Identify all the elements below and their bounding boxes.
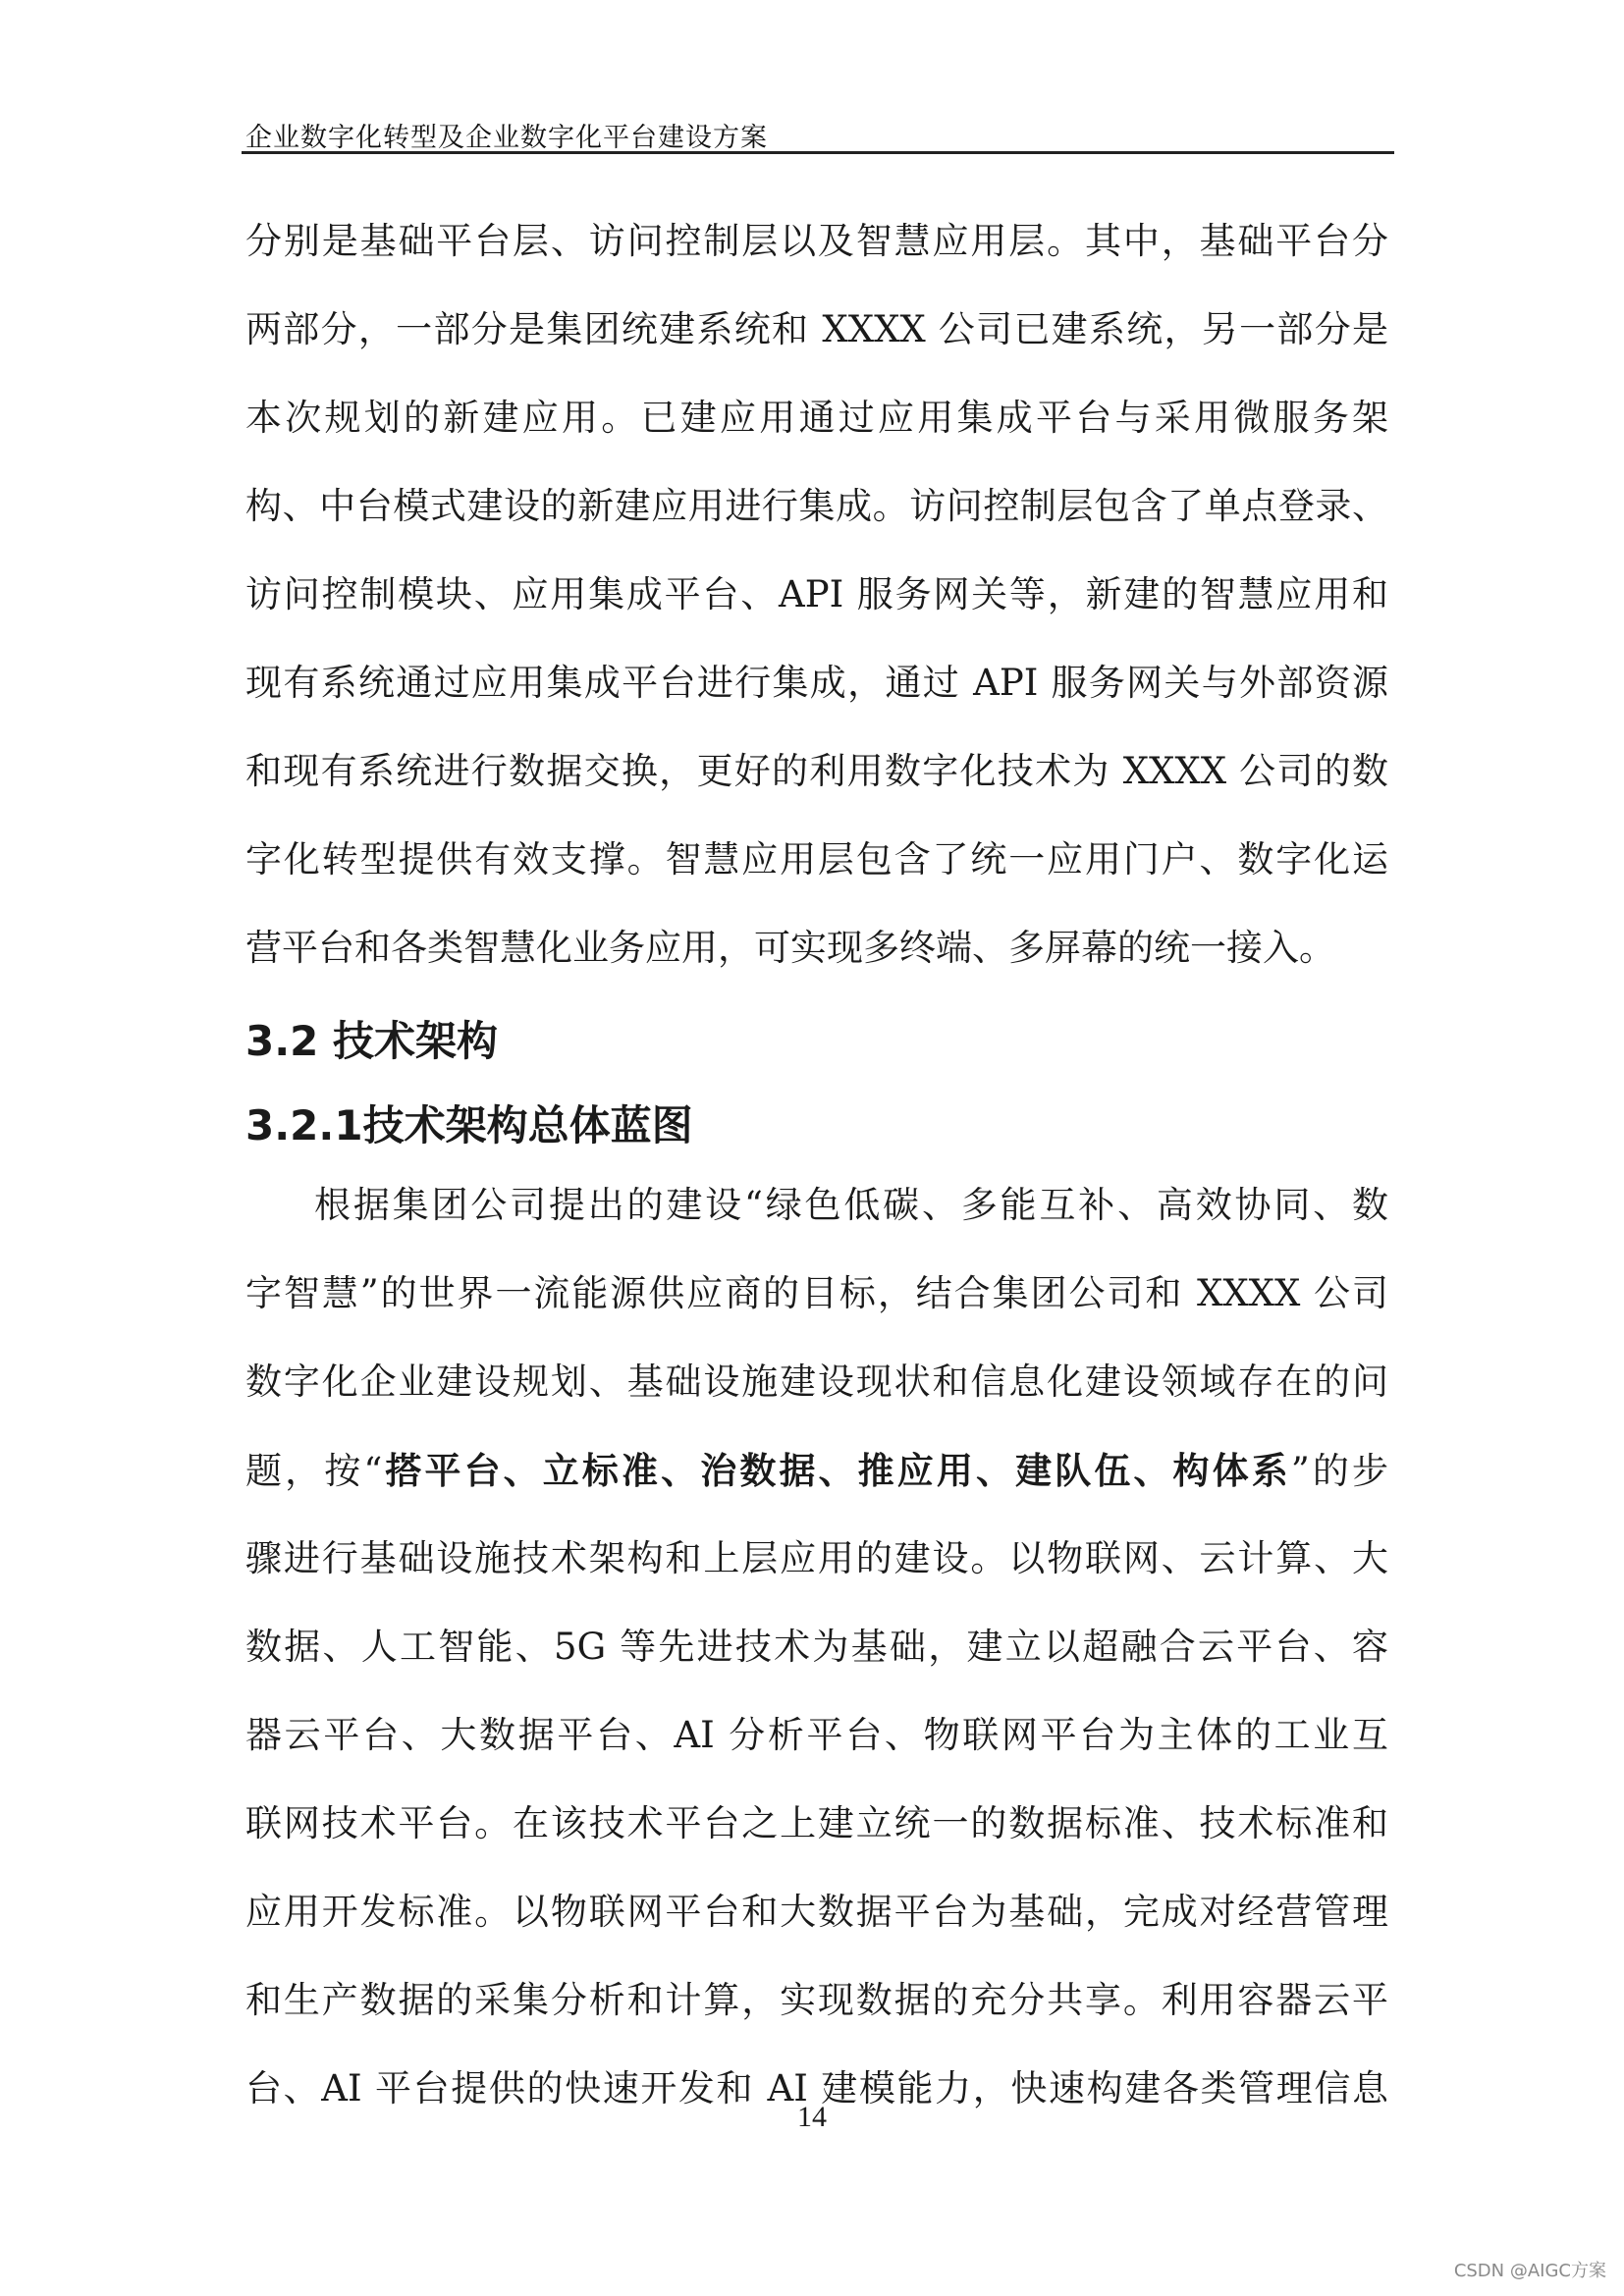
bold-steps-text: 搭平台、立标准、治数据、推应用、建队伍、构体系: [382, 1449, 1291, 1492]
text-line: 器云平台、大数据平台、AI 分析平台、物联网平台为主体的工业互: [245, 1714, 1388, 1756]
text-segment: 题，按“: [245, 1450, 383, 1492]
page-number: 14: [797, 2101, 827, 2133]
text-line: 字化转型提供有效支撑。智慧应用层包含了统一应用门户、数字化运: [245, 838, 1388, 881]
page-body: [245, 211, 1388, 2147]
text-line: 本次规划的新建应用。已建应用通过应用集成平台与采用微服务架: [245, 397, 1388, 439]
text-line: 分别是基础平台层、访问控制层以及智慧应用层。其中，基础平台分: [245, 220, 1388, 262]
section-heading: 3.2 技术架构: [245, 1017, 499, 1065]
text-line: 台、AI 平台提供的快速开发和 AI 建模能力，快速构建各类管理信息: [245, 2067, 1388, 2109]
text-line: 骤进行基础设施技术架构和上层应用的建设。以物联网、云计算、大: [245, 1537, 1388, 1579]
text-line: 应用开发标准。以物联网平台和大数据平台为基础，完成对经营管理: [245, 1891, 1388, 1933]
text-line-emphasis: [245, 1440, 1388, 1528]
header-divider: [242, 151, 1394, 154]
paragraph-2: [245, 1175, 1388, 2147]
text-line: 营平台和各类智慧化业务应用，可实现多终端、多屏幕的统一接入。: [245, 927, 1335, 969]
text-line: 两部分，一部分是集团统建系统和 XXXX 公司已建系统，另一部分是: [245, 308, 1388, 350]
paragraph-1: [245, 211, 1388, 1006]
text-line: 访问控制模块、应用集成平台、API 服务网关等，新建的智慧应用和: [245, 573, 1388, 615]
document-title: 企业数字化转型及企业数字化平台建设方案: [245, 123, 768, 153]
text-line: 联网技术平台。在该技术平台之上建立统一的数据标准、技术标准和: [245, 1802, 1388, 1844]
subsection-heading: 3.2.1技术架构总体蓝图: [245, 1101, 693, 1149]
text-line: 和生产数据的采集分析和计算，实现数据的充分共享。利用容器云平: [245, 1979, 1388, 2021]
text-line: 数据、人工智能、5G 等先进技术为基础，建立以超融合云平台、容: [245, 1626, 1388, 1668]
text-line: 构、中台模式建设的新建应用进行集成。访问控制层包含了单点登录、: [245, 485, 1388, 527]
text-line: 字智慧”的世界一流能源供应商的目标，结合集团公司和 XXXX 公司: [245, 1272, 1388, 1314]
watermark: CSDN @AIGC方案: [1453, 2261, 1606, 2281]
text-line: 和现有系统进行数据交换，更好的利用数字化技术为 XXXX 公司的数: [245, 750, 1388, 792]
text-line: 数字化企业建设规划、基础设施建设现状和信息化建设领域存在的问: [245, 1361, 1388, 1403]
text-line: 根据集团公司提出的建设“绿色低碳、多能互补、高效协同、数: [314, 1184, 1388, 1226]
text-line: 现有系统通过应用集成平台进行集成，通过 API 服务网关与外部资源: [245, 662, 1388, 704]
text-segment: ”的步: [1290, 1450, 1388, 1492]
